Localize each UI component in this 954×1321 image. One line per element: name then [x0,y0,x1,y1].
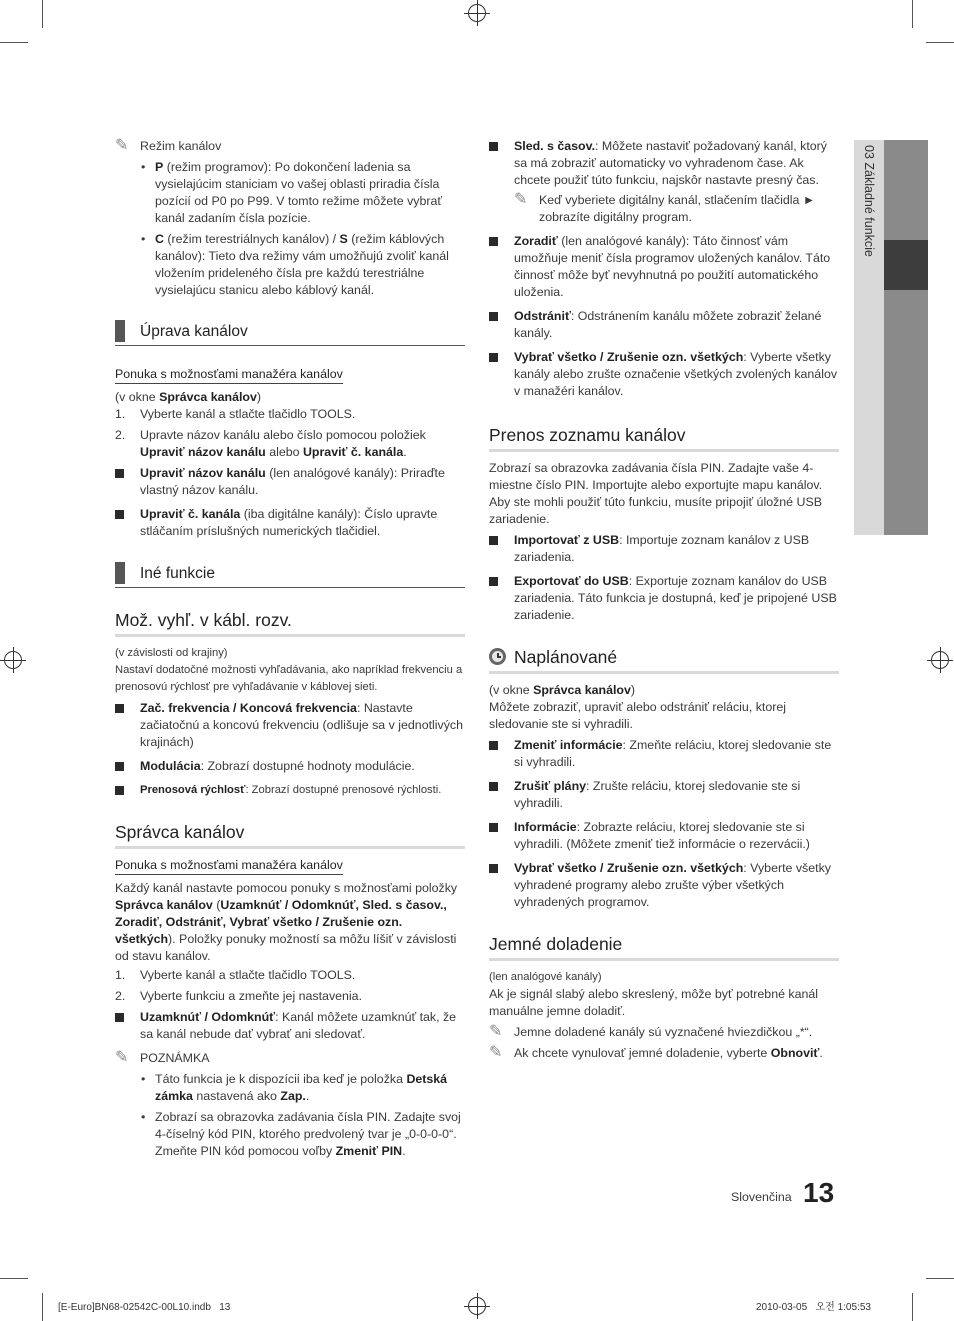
napl-desc: Môžete zobraziť, upraviť alebo odstrániť reláciu, ktorej sledovanie ste si vyhradili. [489,700,787,731]
note-rezim: ✎ Režim kanálov [115,137,222,154]
square-bullet-icon [489,353,498,362]
crop-mark [926,1278,954,1279]
jemne-heading: Jemné doladenie [489,932,839,961]
bullet-zor: Zoradiť (len analógové kanály): Táto činnosť vám umožňuje meniť čísla programov uložených kanálov. Táto činnosť môže byť nevyhnutná po použití automatického uloženia. [489,233,839,301]
moz-heading: Mož. vyhľ. v kábl. rozv. [115,608,465,637]
bullet-sled: Sled. s časov.: Môžete nastaviť požadovaný kanál, ktorý sa má zobraziť automaticky vo vyhradenom čase. Ak chcete použiť túto funkciu, najskôr nastavte presný čas. [489,138,839,189]
square-bullet-icon [115,510,124,519]
uprava-heading: Úprava kanálov [115,323,465,346]
page-number: 13 [803,1177,835,1208]
bullet-mod: Modulácia: Zobrazí dostupné hodnoty modulácie. [115,758,465,775]
clock-icon [489,648,506,665]
pencil-note-icon: ✎ [115,1049,129,1066]
square-bullet-icon [115,1013,124,1022]
spravca-step-1: 1. Vyberte kanál a stlačte tlačidlo TOOLS. [115,968,356,982]
registration-mark-icon [468,4,486,22]
print-timestamp: 2010-03-05 오전 1:05:53 [756,1302,871,1313]
pencil-note-icon: ✎ [489,1044,503,1061]
registration-mark-icon [4,651,22,669]
prenos-heading: Prenos zoznamu kanálov [489,423,839,452]
rezim-p-item: • P (režim programov): Po dokončení ladenia sa vysielajúcim staniciam vo vašej oblasti priradia čísla pozícií od P0 po P99. V tomto režime môžete vybrať kanál zadaním čísla pozície. [115,159,465,227]
left-column [115,138,465,1164]
ine-heading: Iné funkcie [115,565,465,588]
square-bullet-icon [489,577,498,586]
side-tab-dark [884,140,928,535]
registration-mark-icon [468,1297,486,1315]
bullet-zmen: Zmeniť informácie: Zmeňte reláciu, ktorej sledovanie ste si vyhradili. [489,737,839,771]
uprava-step-1: 1. Vyberte kanál a stlačte tlačidlo TOOLS. [115,407,356,421]
square-bullet-icon [115,469,124,478]
square-bullet-icon [489,741,498,750]
square-bullet-icon [489,782,498,791]
poznamka-item-2: • Zobrazí sa obrazovka zadávania čísla PIN. Zadajte svoj 4-číselný kód PIN, ktorého predvolený tvar je „0-0-0-0“. Zmeňte PIN kód pomocou voľby Zmeniť PIN. [115,1109,465,1160]
pencil-note-icon: ✎ [514,191,528,208]
file-info: [E-Euro]BN68-02542C-00L10.indb 13 [58,1302,231,1313]
crop-mark [912,1293,913,1321]
footer-language: Slovenčina [731,1190,792,1204]
square-bullet-icon [489,536,498,545]
bullet-zrus: Zrušiť plány: Zrušte reláciu, ktorej sledovanie ste si vyhradili. [489,778,839,812]
crop-mark [0,42,28,43]
poznamka-item-1: • Táto funkcia je k dispozícii iba keď je položka Detská zámka nastavená ako Zap.. [115,1071,465,1105]
square-bullet-icon [489,312,498,321]
note-jemne-2: ✎ Ak chcete vynulovať jemné doladenie, vyberte Obnoviť. [489,1044,823,1061]
uprava-menu-label: Ponuka s možnosťami manažéra kanálov [115,366,343,384]
rezim-c-item: • C (režim terestriálnych kanálov) / S (režim káblových kanálov): Tieto dva režimy vám umožňujú zvoliť kanál vložením prideleného čísla pre každú terestriálne vysielajúcu stanicu alebo káblový kanál. [115,231,465,299]
bullet-ods: Odstrániť: Odstránením kanálu môžete zobraziť želané kanály. [489,308,839,342]
right-column [489,138,839,1066]
side-tab-label: 03 Základné funkcie [862,145,876,257]
crop-mark [42,0,43,28]
registration-mark-icon [931,651,949,669]
square-bullet-icon [115,704,124,713]
bullet-nazov: Upraviť názov kanálu (len analógové kanály): Priraďte vlastný názov kanálu. [115,465,465,499]
spravca-heading: Správca kanálov [115,820,465,849]
spravca-desc: Každý kanál nastavte pomocou ponuky s možnosťami položky Správca kanálov (Uzamknúť / Odomknúť, Sled. s časov., Zoradiť, Odstrániť, Vybrať všetko / Zrušenie ozn. všetkých). Položky ponuky možností sa môžu líšiť v závislosti od stavu kanálov. [115,881,458,963]
note-sled: ✎ Keď vyberiete digitálny kanál, stlačením tlačidla ► zobrazíte digitálny program. [514,191,816,224]
jemne-desc: Ak je signál slabý alebo skreslený, môže byť potrebné kanál manuálne jemne doladiť. [489,987,819,1018]
spravca-menu-label: Ponuka s možnosťami manažéra kanálov [115,857,343,875]
napl-heading: Naplánované [489,645,839,674]
side-tab-marker [884,240,928,290]
jemne-scope: (len analógové kanály) [489,971,602,983]
moz-region: (v závislosti od krajiny) [115,647,228,659]
note-jemne-1: ✎ Jemne doladené kanály sú vyznačené hviezdičkou „*“. [489,1023,813,1040]
spravca-step-2: 2. Vyberte funkciu a zmeňte jej nastavenia. [115,989,363,1003]
square-bullet-icon [489,142,498,151]
square-bullet-icon [489,864,498,873]
crop-mark [0,1278,28,1279]
crop-mark [42,1293,43,1321]
pencil-note-icon: ✎ [489,1023,503,1040]
pencil-note-icon: ✎ [115,137,129,154]
square-bullet-icon [115,762,124,771]
bullet-uzam: Uzamknúť / Odomknúť: Kanál môžete uzamknúť tak, že sa kanál nebude dať vybrať ani sledovať. [115,1009,465,1043]
uprava-window: (v okne Správca kanálov) [115,390,262,404]
bullet-pren: Prenosová rýchlosť: Zobrazí dostupné prenosové rýchlosti. [115,782,465,799]
prenos-desc: Zobrazí sa obrazovka zadávania čísla PIN. Zadajte vaše 4-miestne číslo PIN. Importujte alebo exportujte mapu kanálov. Aby ste mohli použiť túto funkciu, musíte pripojiť úložné USB zariadenie. [489,461,823,526]
square-bullet-icon [115,786,124,795]
uprava-step-2: 2. Upravte názov kanálu alebo číslo pomocou položiek Upraviť názov kanálu alebo Upraviť č. kanála. [115,428,426,459]
note-poznamka: ✎ POZNÁMKA [115,1049,210,1066]
bullet-exp: Exportovať do USB: Exportuje zoznam kanálov do USB zariadenia. Táto funkcia je dostupná, keď je pripojené USB zariadenie. [489,573,839,624]
bullet-imp: Importovať z USB: Importuje zoznam kanálov z USB zariadenia. [489,532,839,566]
square-bullet-icon [489,823,498,832]
moz-desc: Nastaví dodatočné možnosti vyhľadávania, ako napríklad frekvenciu a prenosovú rýchlosť pre vyhľadávanie v káblovej sieti. [115,664,463,693]
bullet-vyb2: Vybrať všetko / Zrušenie ozn. všetkých: Vyberte všetky vyhradené programy alebo zrušte výber všetkých vyhradených programov. [489,860,839,911]
crop-mark [912,0,913,28]
napl-window: (v okne Správca kanálov) [489,683,636,697]
bullet-cislo: Upraviť č. kanála (iba digitálne kanály): Číslo upravte stláčaním príslušných numerických tlačidiel. [115,506,465,540]
bullet-vyb: Vybrať všetko / Zrušenie ozn. všetkých: Vyberte všetky kanály alebo zrušte označenie všetkých zvolených kanálov v manažéri kanálov. [489,349,839,400]
square-bullet-icon [489,237,498,246]
bullet-info: Informácie: Zobrazte reláciu, ktorej sledovanie ste si vyhradili. (Môžete zmeniť tiež informácie o rezervácii.) [489,819,839,853]
crop-mark [926,42,954,43]
bullet-zac: Zač. frekvencia / Koncová frekvencia: Nastavte začiatočnú a koncovú frekvenciu (odlišuje sa v jednotlivých krajinách) [115,700,465,751]
